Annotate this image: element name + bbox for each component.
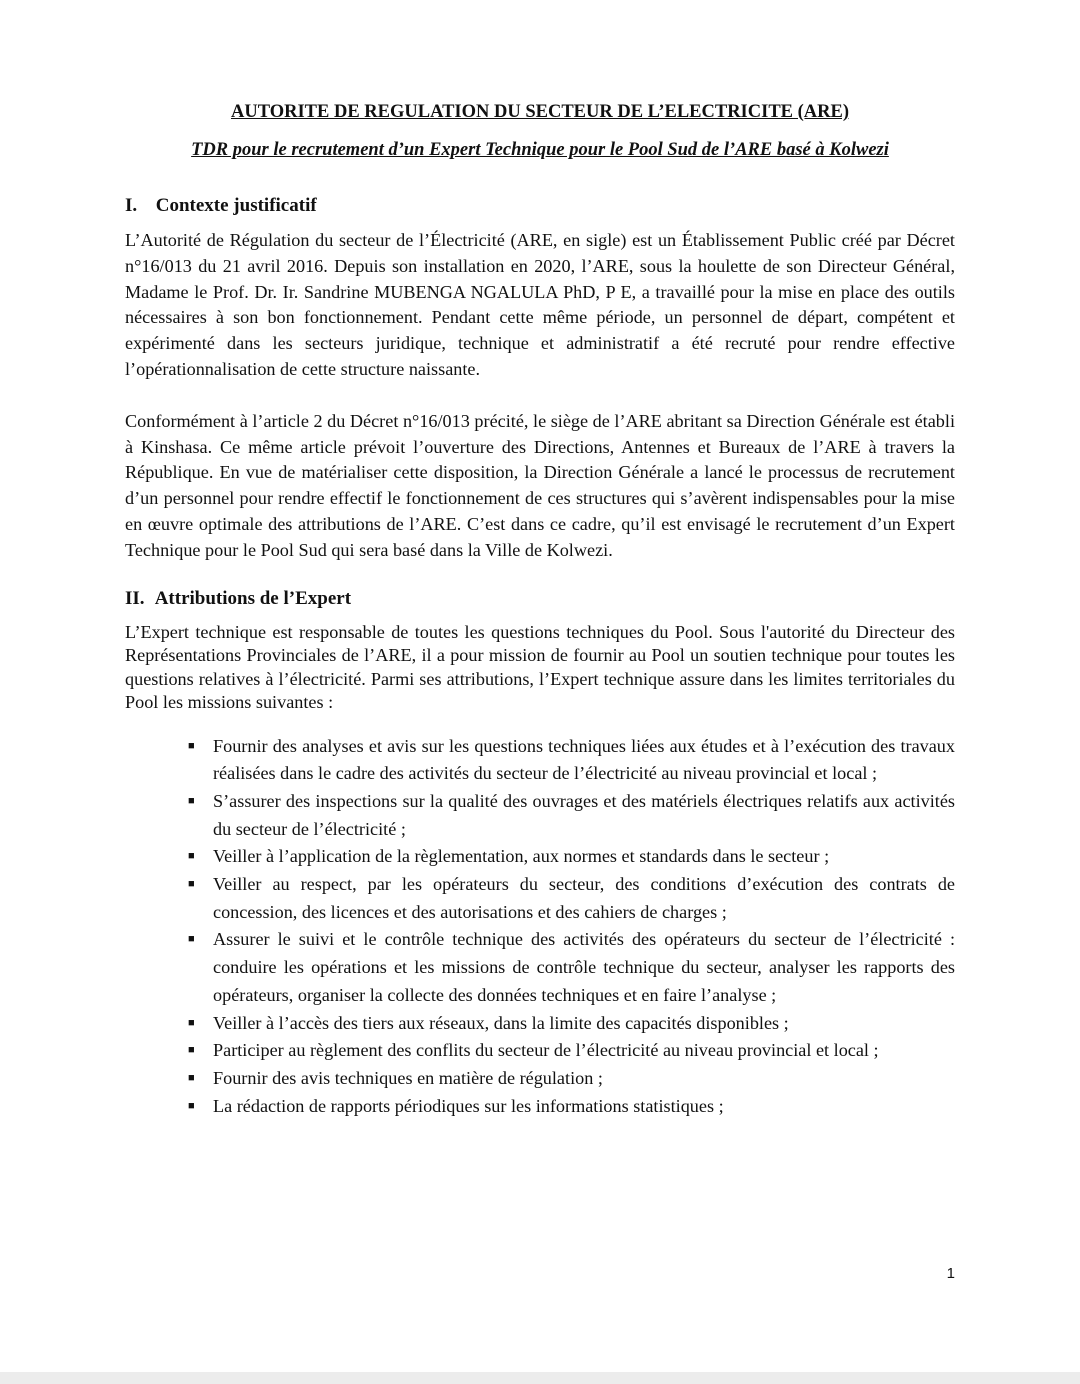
bullet-square-icon: ■ (188, 794, 195, 807)
section-number: II. (125, 587, 145, 609)
page-number: 1 (946, 1265, 955, 1282)
paragraph-contexte-1: L’Autorité de Régulation du secteur de l’Électricité (ARE, en sigle) est un Établissement Public créé par Décret n°16/013 du 21 avril 2016. Depuis son installation en 2020, l’ARE, sous la houlette de son Directeur Général, Madame le Prof. Dr. Ir. Sandrine MUBENGA NGALULA PhD, P E, a travaillé pour la mise en place des outils nécessaires à son bon fonctionnement. Pendant cette même période, un personnel de départ, compétent et expérimenté dans les secteurs juridique, technique et administratif a été recruté pour rendre effective l’opérationnalisation de cette structure naissante. (125, 230, 955, 379)
document-page (125, 100, 955, 1120)
paragraph-attributions: L’Expert technique est responsable de toutes les questions techniques du Pool. Sous l'autorité du Directeur des Représentations Provinciales de l’ARE, il a pour mission de fournir au Pool un soutien technique pour toutes les questions relatives à l’électricité. Parmi ses attributions, l’Expert technique assure dans les limites territoriales du Pool les missions suivantes : (125, 621, 955, 713)
bullet-square-icon: ■ (188, 1016, 195, 1029)
bullet-square-icon: ■ (188, 1072, 195, 1084)
bullet-square-icon: ■ (188, 850, 195, 863)
bullet-square-icon: ■ (188, 878, 195, 891)
section-title: Attributions de l’Expert (154, 587, 352, 609)
list-item-text: Veiller à l’application de la règlementation, aux normes et standards dans le secteur ; (213, 846, 830, 867)
bullet-square-icon: ■ (188, 933, 195, 946)
list-item (188, 926, 955, 1009)
section-number: I. (125, 195, 138, 216)
list-item (188, 733, 955, 788)
section-title: Contexte justificatif (155, 195, 317, 216)
list-item-text: Fournir des avis techniques en matière de régulation ; (213, 1068, 603, 1088)
document-subtitle: TDR pour le recrutement d’un Expert Technique pour le Pool Sud de l’ARE basé à Kolwezi (191, 140, 889, 160)
list-item (188, 871, 955, 926)
section-heading-contexte (125, 194, 955, 218)
bullet-square-icon: ■ (188, 1099, 195, 1112)
bullet-square-icon: ■ (188, 739, 195, 752)
list-item-text: Assurer le suivi et le contrôle technique des activités des opérateurs du secteur de l’électricité : conduire les opérations et les missions de contrôle technique du secteur, analyser les rapports des opérateurs, organiser la collecte des données techniques et en faire l’analyse ; (213, 929, 955, 1005)
section-heading-attributions (125, 587, 955, 611)
list-item (188, 843, 955, 871)
viewer-bottom-bar (0, 1372, 1080, 1384)
list-item-text: Participer au règlement des conflits du secteur de l’électricité au niveau provincial et local ; (213, 1040, 879, 1061)
list-item-text: La rédaction de rapports périodiques sur les informations statistiques ; (213, 1095, 724, 1116)
list-item (188, 1037, 955, 1065)
list-item (188, 1010, 955, 1038)
list-item-text: Fournir des analyses et avis sur les questions techniques liées aux études et à l’exécution des travaux réalisées dans le cadre des activités du secteur de l’électricité au niveau provincial et local ; (213, 735, 955, 784)
document-title: AUTORITE DE REGULATION DU SECTEUR DE L’ELECTRICITE (ARE) (231, 102, 849, 122)
task-list (125, 733, 955, 1121)
list-item-text: Veiller à l’accès des tiers aux réseaux, dans la limite des capacités disponibles ; (213, 1012, 789, 1033)
list-item-text: S’assurer des inspections sur la qualité des ouvrages et des matériels électriques relatifs aux activités du secteur de l’électricité ; (213, 790, 955, 839)
paragraph-contexte-2: Conformément à l’article 2 du Décret n°16/013 précité, le siège de l’ARE abritant sa Direction Générale est établi à Kinshasa. Ce même article prévoit l’ouverture des Directions, Antennes et Bureaux de l’ARE à travers la République. En vue de matérialiser cette disposition, la Direction Générale a lancé le processus de recrutement d’un personnel pour rendre effectif le fonctionnement de ces structures qui s’avèrent indispensables pour la mise en œuvre optimale des attributions de l’ARE. C’est dans ce cadre, qu’il est envisagé le recrutement d’un Expert Technique pour le Pool Sud qui sera basé dans la Ville de Kolwezi. (125, 410, 955, 560)
list-item-text: Veiller au respect, par les opérateurs du secteur, des conditions d’exécution des contrats de concession, des licences et des autorisations et des cahiers de charges ; (213, 874, 955, 922)
list-item (188, 1093, 955, 1121)
list-item (188, 1065, 955, 1093)
bullet-square-icon: ■ (188, 1044, 195, 1057)
list-item (188, 788, 955, 843)
